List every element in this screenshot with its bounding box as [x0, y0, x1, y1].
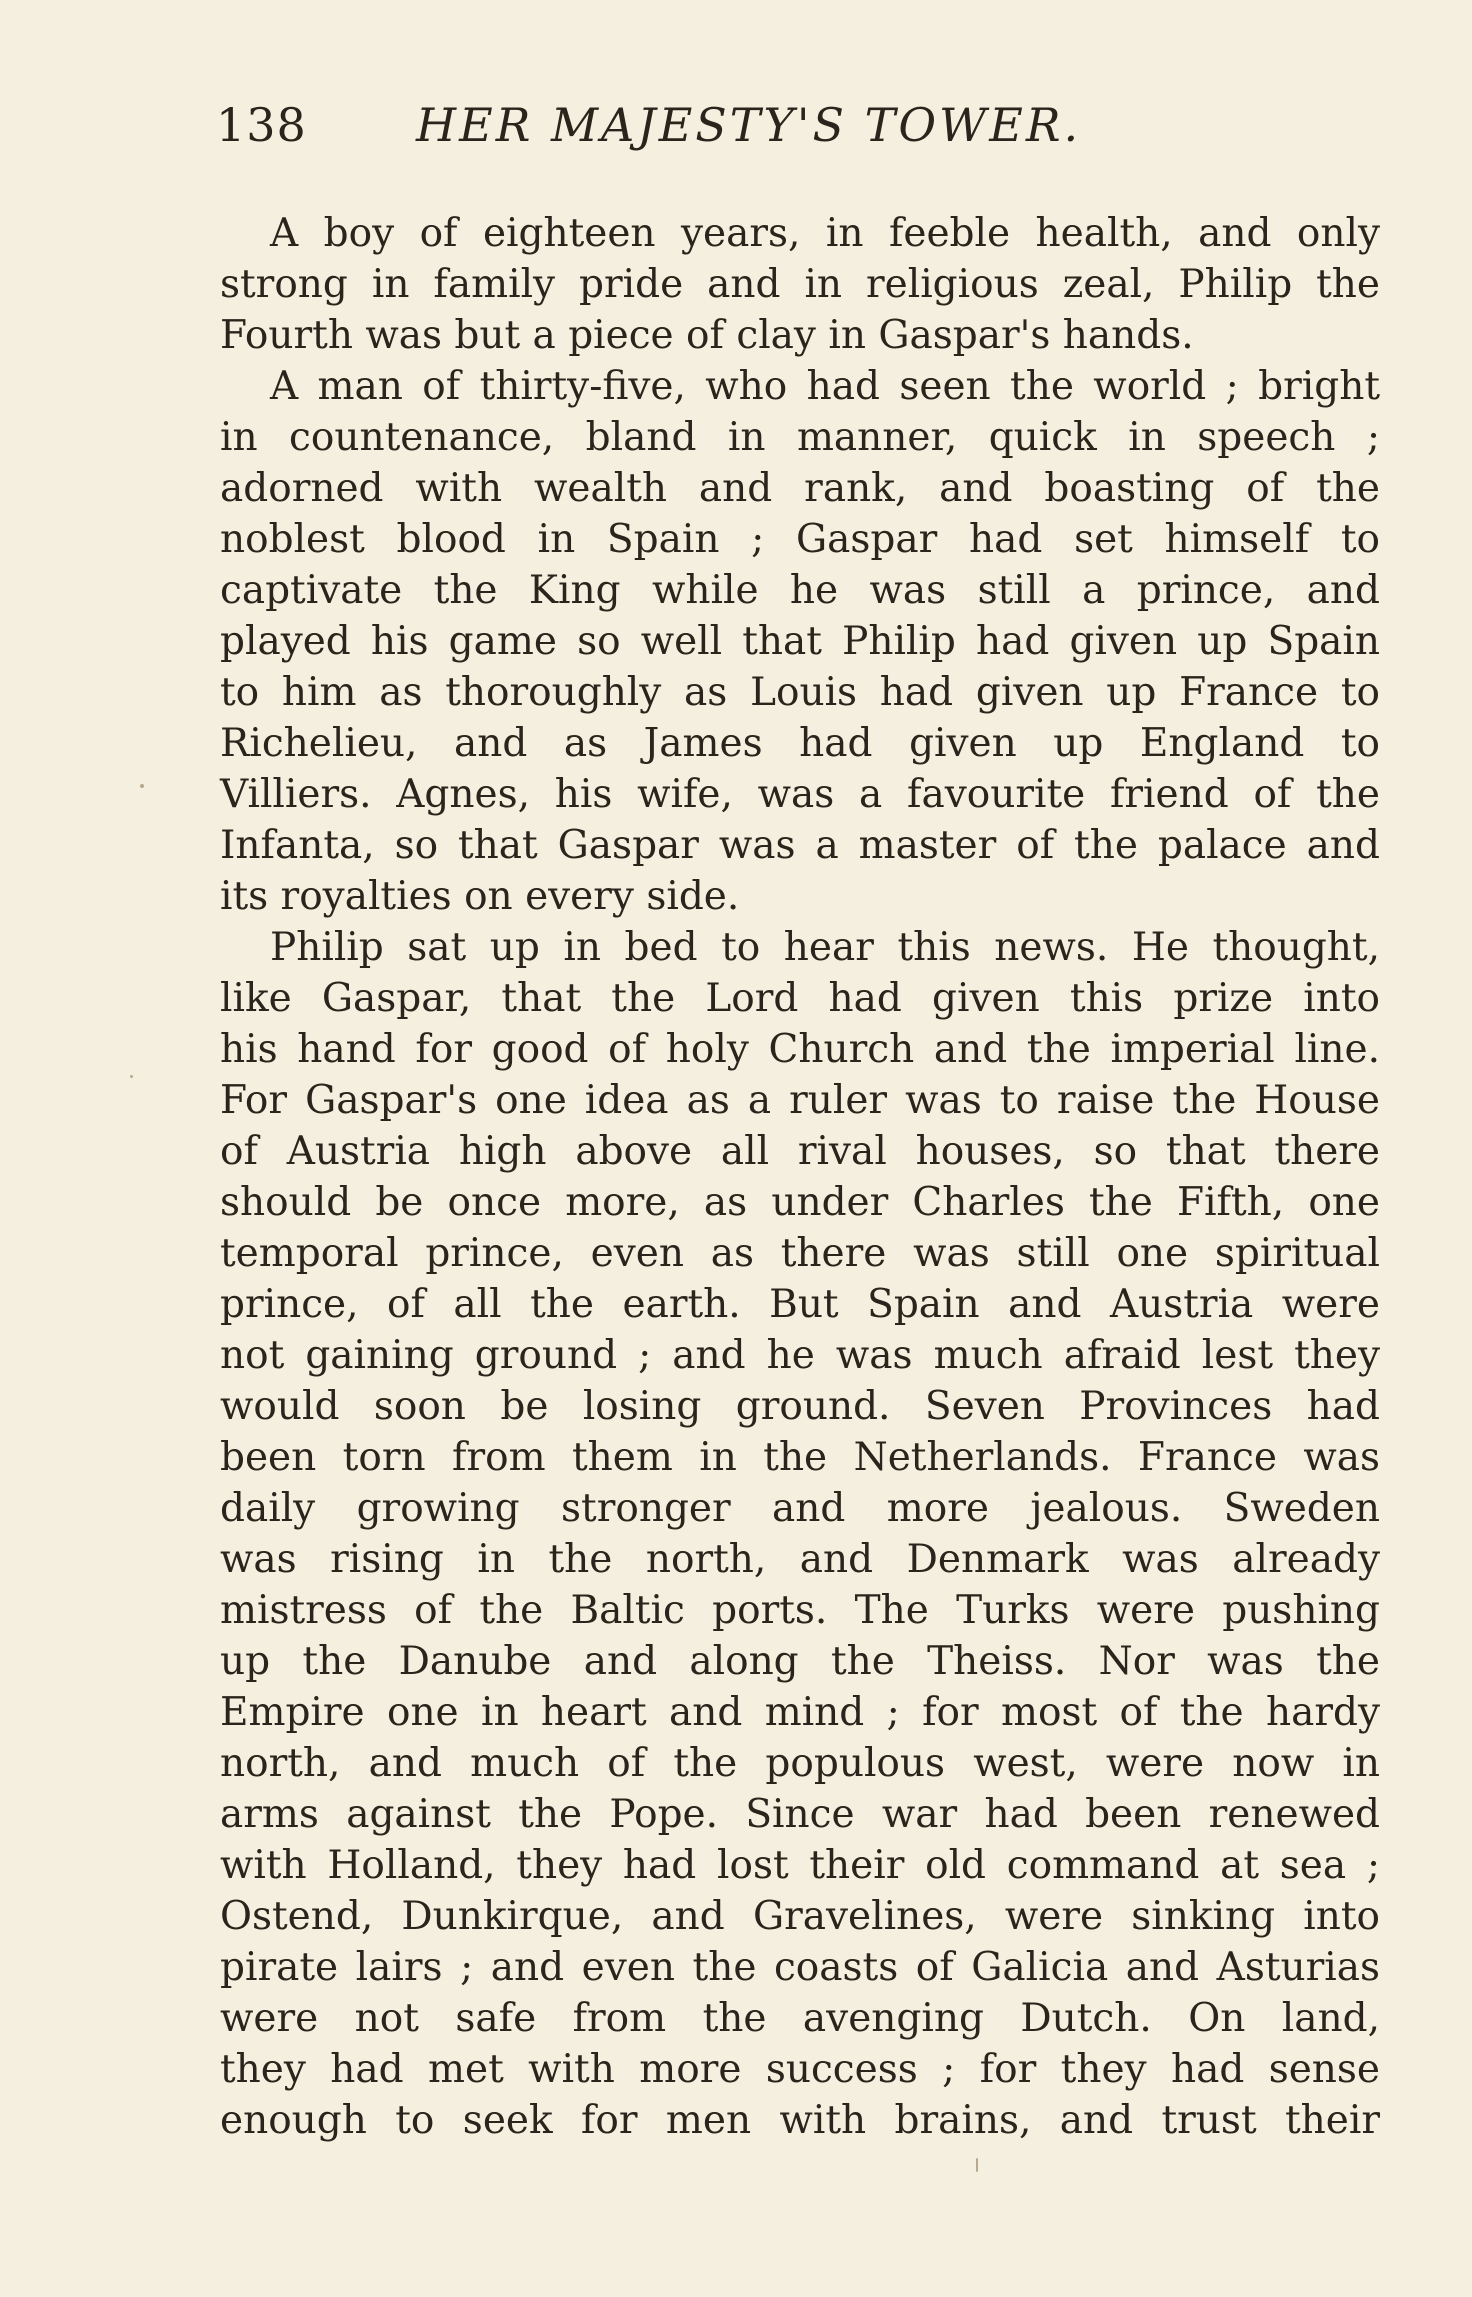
text-line: enough to seek for men with brains, and trust their [220, 2098, 1380, 2143]
text-line: was rising in the north, and Denmark was already [220, 1537, 1380, 1582]
text-line: should be once more, as under Charles the Fifth, one [220, 1180, 1380, 1225]
text-line: Infanta, so that Gaspar was a master of the palace and [220, 823, 1380, 868]
text-line: temporal prince, even as there was still one spiritual [220, 1231, 1380, 1276]
text-line: to him as thoroughly as Louis had given up France to [220, 670, 1380, 715]
text-line: in countenance, bland in manner, quick in speech ; [220, 415, 1380, 460]
text-line: noblest blood in Spain ; Gaspar had set himself to [220, 517, 1380, 562]
text-line: not gaining ground ; and he was much afraid lest they [220, 1333, 1380, 1378]
text-line: Richelieu, and as James had given up England to [220, 721, 1380, 766]
text-line: of Austria high above all rival houses, so that there [220, 1129, 1380, 1174]
text-line: prince, of all the earth. But Spain and Austria were [220, 1282, 1380, 1327]
paper-speck [140, 784, 144, 788]
text-line: up the Danube and along the Theiss. Nor was the [220, 1639, 1380, 1684]
text-line: mistress of the Baltic ports. The Turks were pushing [220, 1588, 1380, 1633]
paper-speck [130, 1075, 133, 1078]
text-line: strong in family pride and in religious zeal, Philip the [220, 262, 1380, 307]
text-line: pirate lairs ; and even the coasts of Galicia and Asturias [220, 1945, 1380, 1990]
text-line: Fourth was but a piece of clay in Gaspar's hands. [220, 313, 1194, 358]
text-line: like Gaspar, that the Lord had given this prize into [220, 976, 1380, 1021]
text-line: adorned with wealth and rank, and boasting of the [220, 466, 1380, 511]
running-title: HER MAJESTY'S TOWER. [416, 98, 1082, 152]
page-number: 138 [216, 98, 307, 152]
text-line: its royalties on every side. [220, 874, 740, 919]
text-line: daily growing stronger and more jealous. Sweden [220, 1486, 1380, 1531]
text-line: they had met with more success ; for they had sense [220, 2047, 1380, 2092]
text-line: with Holland, they had lost their old command at sea ; [220, 1843, 1380, 1888]
paper-speck [976, 2158, 978, 2172]
text-line: been torn from them in the Netherlands. France was [220, 1435, 1380, 1480]
text-line: played his game so well that Philip had given up Spain [220, 619, 1380, 664]
text-line: Villiers. Agnes, his wife, was a favourite friend of the [220, 772, 1380, 817]
text-line: arms against the Pope. Since war had been renewed [220, 1792, 1380, 1837]
text-line: Philip sat up in bed to hear this news. He thought, [270, 925, 1380, 970]
text-line: captivate the King while he was still a prince, and [220, 568, 1380, 613]
text-line: Ostend, Dunkirque, and Gravelines, were sinking into [220, 1894, 1380, 1939]
text-line: A man of thirty-five, who had seen the world ; bright [270, 364, 1380, 409]
text-line: would soon be losing ground. Seven Provinces had [220, 1384, 1380, 1429]
text-line: his hand for good of holy Church and the imperial line. [220, 1027, 1380, 1072]
page-header [216, 98, 1416, 168]
body-text [220, 208, 1380, 2146]
text-line: For Gaspar's one idea as a ruler was to raise the House [220, 1078, 1380, 1123]
text-line: were not safe from the avenging Dutch. On land, [220, 1996, 1380, 2041]
text-line: north, and much of the populous west, were now in [220, 1741, 1380, 1786]
text-line: Empire one in heart and mind ; for most of the hardy [220, 1690, 1380, 1735]
text-line: A boy of eighteen years, in feeble health, and only [270, 211, 1380, 256]
